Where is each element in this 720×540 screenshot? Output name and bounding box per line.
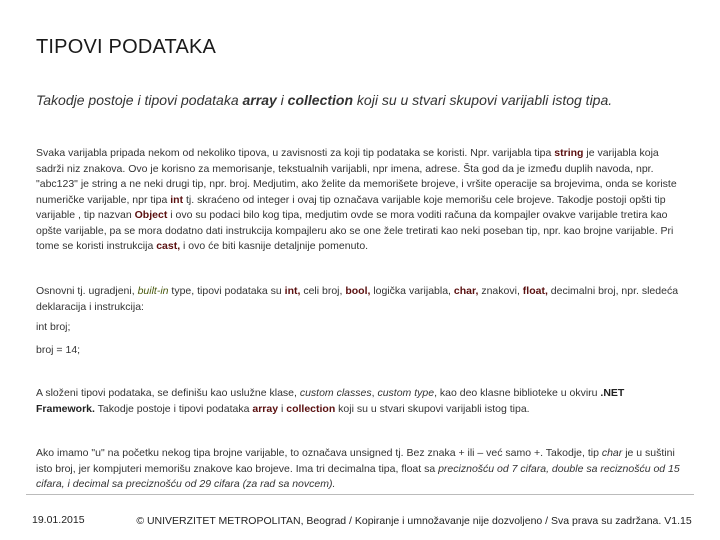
char-keyword: char, [453, 285, 479, 297]
object-keyword: Object [134, 209, 168, 221]
text: celi broj, [300, 285, 346, 297]
text: Osnovni tj. ugradjeni, [36, 285, 138, 297]
code-declaration: int broj; [36, 321, 71, 333]
subtitle-text: koji su u stvari skupovi varijabli istog tipa. [353, 92, 613, 108]
text: Takodje postoje i tipovi podataka [94, 402, 253, 415]
text: logička varijabla, [370, 285, 454, 297]
code-assignment: broj = 14; [36, 344, 81, 356]
text: znakovi, [478, 285, 523, 297]
paragraph-variable-types [36, 146, 686, 255]
subtitle-text: Takodje postoje i tipovi podataka [36, 92, 243, 108]
char-term: char [601, 447, 623, 459]
array-keyword: array [252, 402, 279, 415]
text: type, tipovi podataka su [168, 285, 285, 297]
custom-type-term: custom type [377, 387, 435, 399]
string-keyword: string [554, 147, 584, 159]
footer-date: 19.01.2015 [32, 514, 85, 526]
text: i [278, 402, 287, 415]
bool-keyword: bool, [345, 285, 371, 297]
text: A složeni tipovi podataka, se definišu kao uslužne klase, [36, 387, 300, 399]
text: koji su u stvari skupovi varijabli istog tipa. [335, 402, 530, 415]
text: i ovo su podaci bilo kog tipa, medjutim ovde se mora voditi računa da kompajler ovakve varijable tretira kao opšte varijable, pa se mora dodatno dati instrukcija kompajleru ako se one žele tretirati kao neki poseban tip, npr. kao brojne varijable. Pri tome se koristi instrukcija [36, 209, 674, 252]
paragraph-complex-types [36, 386, 686, 417]
slide-title: TIPOVI PODATAKA [36, 36, 217, 58]
collection-keyword: collection [286, 402, 336, 415]
int-keyword: int [170, 193, 184, 206]
text: tj. skraćeno od integer i ovaj tip označava varijable koje memorišu cele brojeve. Takodje postoji opšti tip varijable , tip nazvan [36, 193, 666, 221]
precision-text: preciznošću od 7 cifara, double sa reciznošću od 15 cifara, i decimal sa preciznošću od 29 cifara (za rad sa novcem). [36, 462, 680, 490]
builtin-term: built-in [137, 285, 169, 297]
footer-divider [26, 494, 694, 495]
slide-subtitle [36, 92, 696, 108]
int-keyword: int, [284, 285, 301, 297]
text: i ovo će biti kasnije detaljnije pomenuto. [180, 240, 369, 252]
float-keyword: float, [522, 285, 548, 297]
text: je u suštini isto broj, jer kompjuteri memorišu znakove kao brojeve. Ima tri decimalna tipa, float sa [36, 447, 675, 475]
paragraph-builtin-types [36, 284, 686, 315]
footer-copyright: © UNIVERZITET METROPOLITAN, Beograd / Kopiranje i umnožavanje nije dozvoljeno / Sva prava su zadržana. V1.15 [136, 515, 692, 527]
text: , [371, 387, 378, 399]
text: Ako imamo "u" na početku nekog tipa brojne varijable, to označava unsigned tj. Bez znaka + ili – već samo +. Takodje, tip [36, 447, 602, 459]
net-framework-term: .NET Framework. [36, 387, 625, 415]
text: decimalni broj, npr. sledeća deklaracija i instrukcija: [36, 285, 679, 313]
array-keyword: array [242, 92, 277, 108]
paragraph-unsigned-decimal [36, 446, 686, 493]
text: Svaka varijabla pripada nekom od nekoliko tipova, u zavisnosti za koji tip podataka se koristi. Npr. varijabla tipa [36, 147, 555, 159]
custom-classes-term: custom classes [299, 387, 372, 399]
text: , kao deo klasne biblioteke u okviru [434, 387, 601, 399]
cast-keyword: cast, [156, 240, 181, 252]
subtitle-text: i [276, 92, 288, 108]
text: je varijabla koja sadrži niz znakova. Ovo je korisno za memorisanje, tekstualnih varijabli, npr imena, adrese. Šta god da je između duplih navoda, npr. "abc123" je string a ne neki drugi tip, npr. broj. Medjutim, ako želite da memorišete brojeve, i vršite operacije sa brojevima, onda se koriste numeričke varijable, npr tipa [36, 147, 677, 206]
collection-keyword: collection [287, 92, 354, 108]
